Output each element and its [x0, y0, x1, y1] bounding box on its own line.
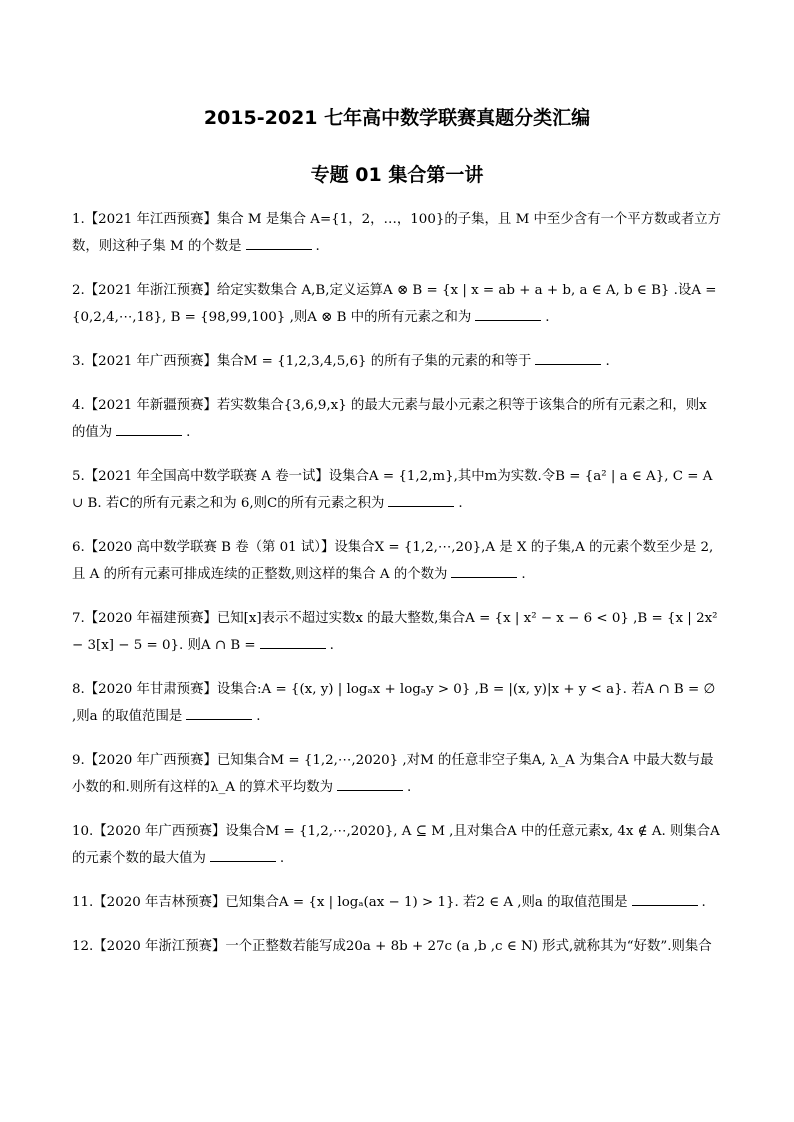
problem-item: [72, 277, 722, 331]
problem-end: .: [256, 709, 261, 724]
problem-end: .: [458, 496, 463, 511]
problem-end: .: [605, 354, 610, 369]
problem-text: 6.【2020 高中数学联赛 B 卷（第 01 试）】设集合X = {1,2,⋯,20},A 是 X 的子集,A 的元素个数至少是 2,且 A 的所有元素可排成连续的正整数,则这样的集合 A 的个数为: [72, 540, 714, 582]
answer-blank: [260, 634, 326, 649]
problem-item: [72, 933, 722, 960]
problem-text: 4.【2021 年新疆预赛】若实数集合{3,6,9,x} 的最大元素与最小元素之积等于该集合的所有元素之和，则x 的值为: [72, 398, 707, 440]
answer-blank: [535, 350, 601, 365]
problem-end: .: [329, 638, 334, 653]
problem-text: 2.【2021 年浙江预赛】给定实数集合 A,B,定义运算A ⊗ B = {x | x = ab + a + b, a ∈ A, b ∈ B} .设A = {0,2,4,⋯,18}, B = {98,99,100} ,则A ⊗ B 中的所有元素之和为: [72, 283, 717, 325]
problem-item: [72, 463, 722, 517]
problem-end: .: [279, 851, 285, 866]
problem-item: [72, 676, 722, 730]
problem-end: .: [545, 310, 550, 325]
problem-item: [72, 534, 722, 588]
problem-text: 8.【2020 年甘肃预赛】设集合:A = {(x, y) | logₐx + logₐy > 0} ,B = |(x, y)|x + y < a}. 若A ∩ B = ∅ ,则a 的取值范围是: [72, 682, 716, 724]
problem-item: [72, 889, 722, 916]
problem-text: 11.【2020 年吉林预赛】已知集合A = {x | logₐ(ax − 1) > 1}. 若2 ∈ A ,则a 的取值范围是: [72, 895, 628, 910]
document-title: 2015-2021 七年高中数学联赛真题分类汇编: [203, 107, 591, 129]
answer-blank: [451, 563, 517, 578]
answer-blank: [186, 705, 252, 720]
answer-blank: [116, 421, 182, 436]
problem-text: 7.【2020 年福建预赛】已知[x]表示不超过实数x 的最大整数,集合A = {x | x² − x − 6 < 0} ,B = {x | 2x² − 3[x] − 5 = 0}. 则A ∩ B =: [72, 611, 718, 653]
problem-end: .: [315, 239, 320, 254]
problem-text: 5.【2021 年全国高中数学联赛 A 卷一试】设集合A = {1,2,m},其中m为实数.令B = {a² | a ∈ A}, C = A ∪ B. 若C的所有元素之和为 6,则C的所有元素之积为: [72, 469, 713, 511]
answer-blank: [632, 891, 698, 906]
answer-blank: [210, 847, 276, 862]
problem-item: [72, 605, 722, 659]
problem-text: 1.【2021 年江西预赛】集合 M 是集合 A={1，2，…，100}的子集，且 M 中至少含有一个平方数或者立方数，则这种子集 M 的个数是: [72, 212, 722, 254]
problem-item: [72, 747, 722, 801]
answer-blank: [246, 235, 312, 250]
problem-item: [72, 348, 722, 375]
problem-item: [72, 206, 722, 260]
problem-end: .: [701, 895, 706, 910]
problem-end: .: [407, 780, 412, 795]
problem-text: 12.【2020 年浙江预赛】一个正整数若能写成20a + 8b + 27c (a ,b ,c ∈ N) 形式,就称其为“好数”.则集合: [72, 939, 712, 954]
problem-text: 9.【2020 年广西预赛】已知集合M = {1,2,⋯,2020} ,对M 的任意非空子集A, λ_A 为集合A 中最大数与最小数的和.则所有这样的λ_A 的算术平均数为: [72, 753, 714, 795]
document-subtitle: 专题 01 集合第一讲: [310, 164, 484, 186]
problem-text: 10.【2020 年广西预赛】设集合M = {1,2,⋯,2020}, A ⊆ M ,且对集合A 中的任意元素x, 4x ∉ A. 则集合A 的元素个数的最大值为: [72, 824, 720, 866]
problem-item: [72, 818, 722, 872]
answer-blank: [388, 492, 454, 507]
answer-blank: [337, 776, 403, 791]
problem-end: .: [521, 567, 526, 582]
problem-list: [72, 206, 722, 977]
problem-item: [72, 392, 722, 446]
problem-end: .: [186, 425, 191, 440]
problem-text: 3.【2021 年广西预赛】集合M = {1,2,3,4,5,6} 的所有子集的元素的和等于: [72, 354, 532, 369]
answer-blank: [475, 306, 541, 321]
